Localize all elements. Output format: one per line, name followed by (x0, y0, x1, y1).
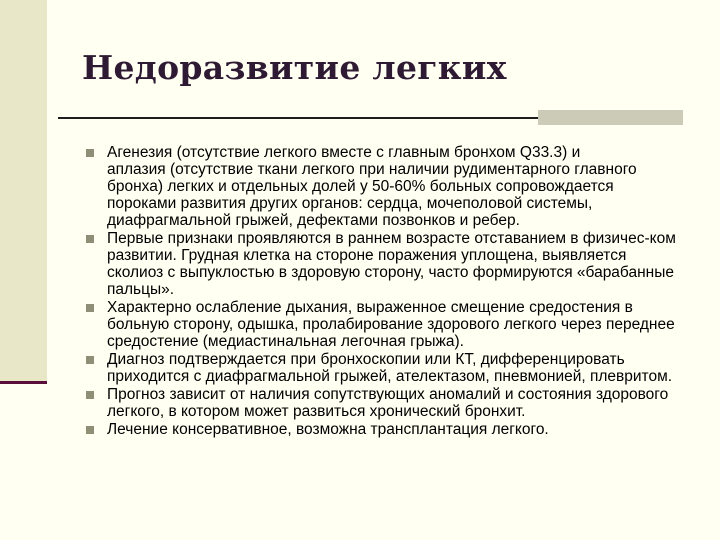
bullet-text: Прогноз зависит от наличия сопутствующих аномалий и состояния здорового легкого, в котором может развиться хронический бронхит. (107, 386, 669, 420)
title-underline (58, 117, 538, 119)
square-bullet-icon (86, 391, 94, 399)
square-bullet-icon (86, 149, 94, 157)
slide-title: Недоразвитие легких (82, 48, 507, 87)
square-bullet-icon (86, 304, 94, 312)
bullet-item (84, 144, 684, 229)
decorative-side-line (0, 381, 47, 384)
bullet-item (84, 386, 684, 420)
bullet-text: Лечение консервативное, возможна трансплантация легкого. (107, 421, 549, 438)
square-bullet-icon (86, 356, 94, 364)
title-accent-block (538, 110, 683, 125)
bullet-lead: аплазия (107, 161, 166, 178)
bullet-text: (отсутствие легкого вместе с главным бронхом Q33.3) и (172, 144, 581, 161)
bullet-list (84, 144, 684, 439)
bullet-text: Характерно ослабление дыхания, выраженное смещение средостения в больную сторону, одышка, пролабирование здорового легкого через переднее средостение (медиастинальная легочная грыжа). (107, 299, 675, 350)
square-bullet-icon (86, 426, 94, 434)
bullet-item (84, 230, 684, 298)
bullet-item (84, 299, 684, 350)
bullet-text: Первые признаки проявляются в раннем возрасте отставанием в физичес-ком развитии. Грудная клетка на стороне поражения уплощена, выявляется сколиоз с выпуклостью в здоровую сторону, часто формируются «барабанные пальцы». (107, 230, 676, 298)
bullet-lead: Агенезия (107, 144, 173, 161)
square-bullet-icon (86, 235, 94, 243)
decorative-side-bar (0, 0, 47, 382)
bullet-text: Диагноз подтверждается при бронхоскопии или КТ, дифференцировать приходится с диафрагмальной грыжей, ателектазом, пневмонией, плевритом. (107, 351, 673, 385)
bullet-item (84, 421, 684, 438)
bullet-item (84, 351, 684, 385)
bullet-text: (отсутствие ткани легкого при наличии рудиментарного главного бронха) легких и отдельных долей у 50-60% больных сопровождается пороками развития других органов: сердца, мочеполовой системы, диафрагмальной грыжей, дефектами позвонков и ребер. (107, 161, 637, 229)
